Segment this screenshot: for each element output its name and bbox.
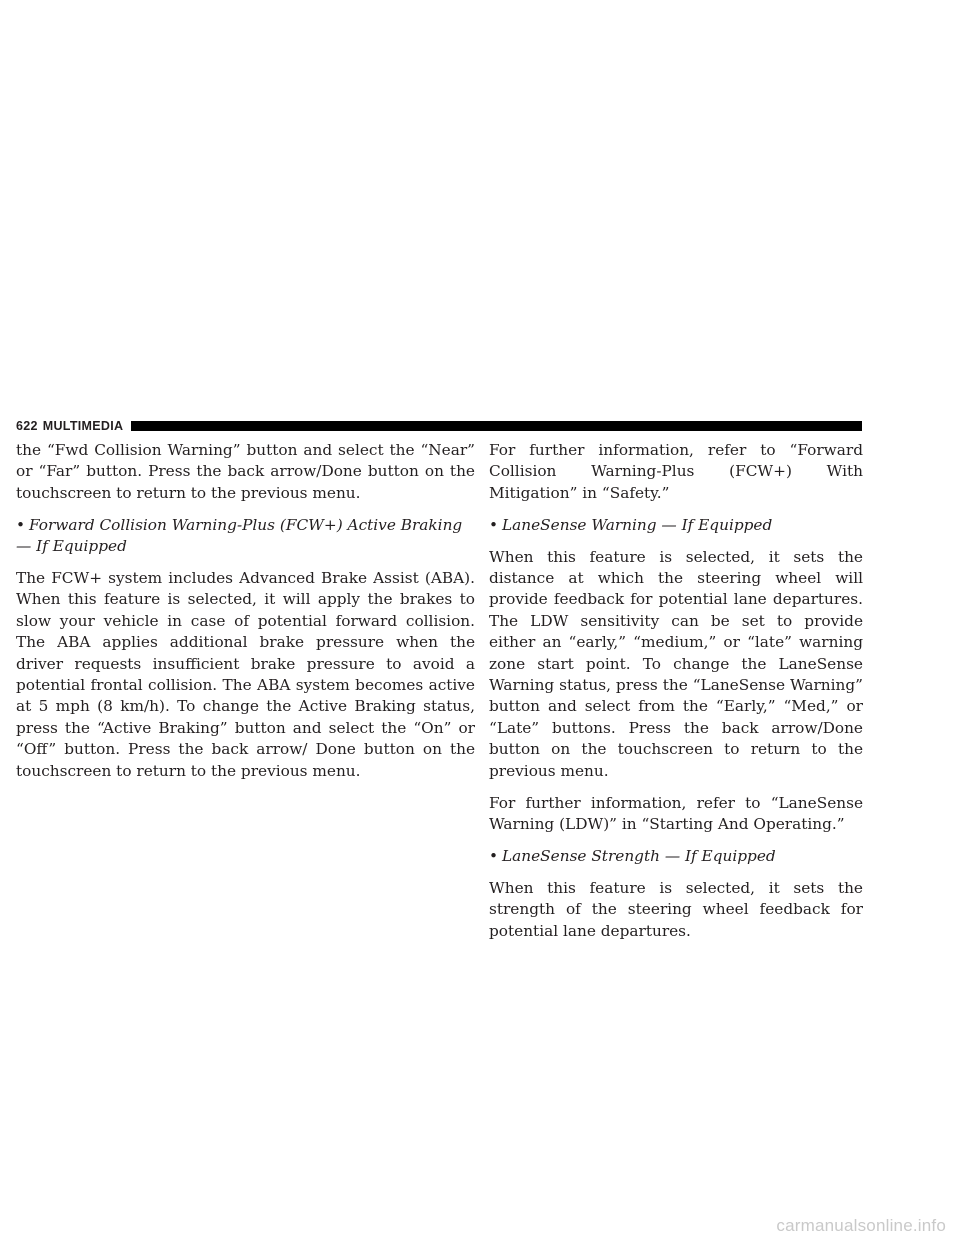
- left-column: [16, 440, 475, 793]
- bullet-fcw-active-braking: [16, 515, 475, 558]
- watermark: carmanualsonline.info: [776, 1216, 946, 1235]
- bullet-heading: LaneSense Warning — If Equipped: [502, 515, 773, 534]
- bullet-heading: Forward Collision Warning-Plus (FCW+) Active Braking — If Equipped: [16, 515, 463, 556]
- bullet-lanesense-strength: [489, 846, 863, 867]
- paragraph-fwd-collision-continued: the “Fwd Collision Warning” button and select the “Near” or “Far” button. Press the back arrow/Done button on the touchscreen to return to the previous menu.: [16, 441, 475, 502]
- bullet-heading: LaneSense Strength — If Equipped: [502, 846, 776, 865]
- page-number: 622: [16, 419, 38, 433]
- paragraph-ldw-reference: For further information, refer to “LaneSense Warning (LDW)” in “Starting And Operating.”: [489, 793, 863, 833]
- bullet-lanesense-warning: [489, 515, 863, 536]
- right-column: [489, 440, 863, 953]
- section-title: MULTIMEDIA: [42, 419, 124, 433]
- bullet-icon: •: [489, 515, 499, 534]
- paragraph-fcw-reference: For further information, refer to “Forward Collision Warning-Plus (FCW+) With Mitigation” in “Safety.”: [489, 441, 863, 502]
- header-rule: [131, 421, 862, 431]
- bullet-icon: •: [16, 515, 26, 534]
- paragraph-lanesense-warning: When this feature is selected, it sets the distance at which the steering wheel will provide feedback for potential lane departures. The LDW sensitivity can be set to provide either an “early,” “medium,” or “late” warning zone start point. To change the LaneSense Warning status, press the “LaneSense Warning” button and select from the “Early,” “Med,” or “Late” buttons. Press the back arrow/Done button on the touchscreen to return to the previous menu.: [489, 547, 863, 780]
- paragraph-fcw-system: The FCW+ system includes Advanced Brake Assist (ABA). When this feature is selected, it will apply the brakes to slow your vehicle in case of potential forward collision. The ABA applies additional brake pressure when the driver requests insufficient brake pressure to avoid a potential frontal collision. The ABA system becomes active at 5 mph (8 km/h). To change the Active Braking status, press the “Active Braking” button and select the “On” or “Off” button. Press the back arrow/ Done button on the touchscreen to return to the previous menu.: [16, 569, 475, 780]
- page-header: [16, 417, 862, 435]
- bullet-icon: •: [489, 846, 499, 865]
- paragraph-lanesense-strength: When this feature is selected, it sets the strength of the steering wheel feedback for potential lane departures.: [489, 878, 863, 940]
